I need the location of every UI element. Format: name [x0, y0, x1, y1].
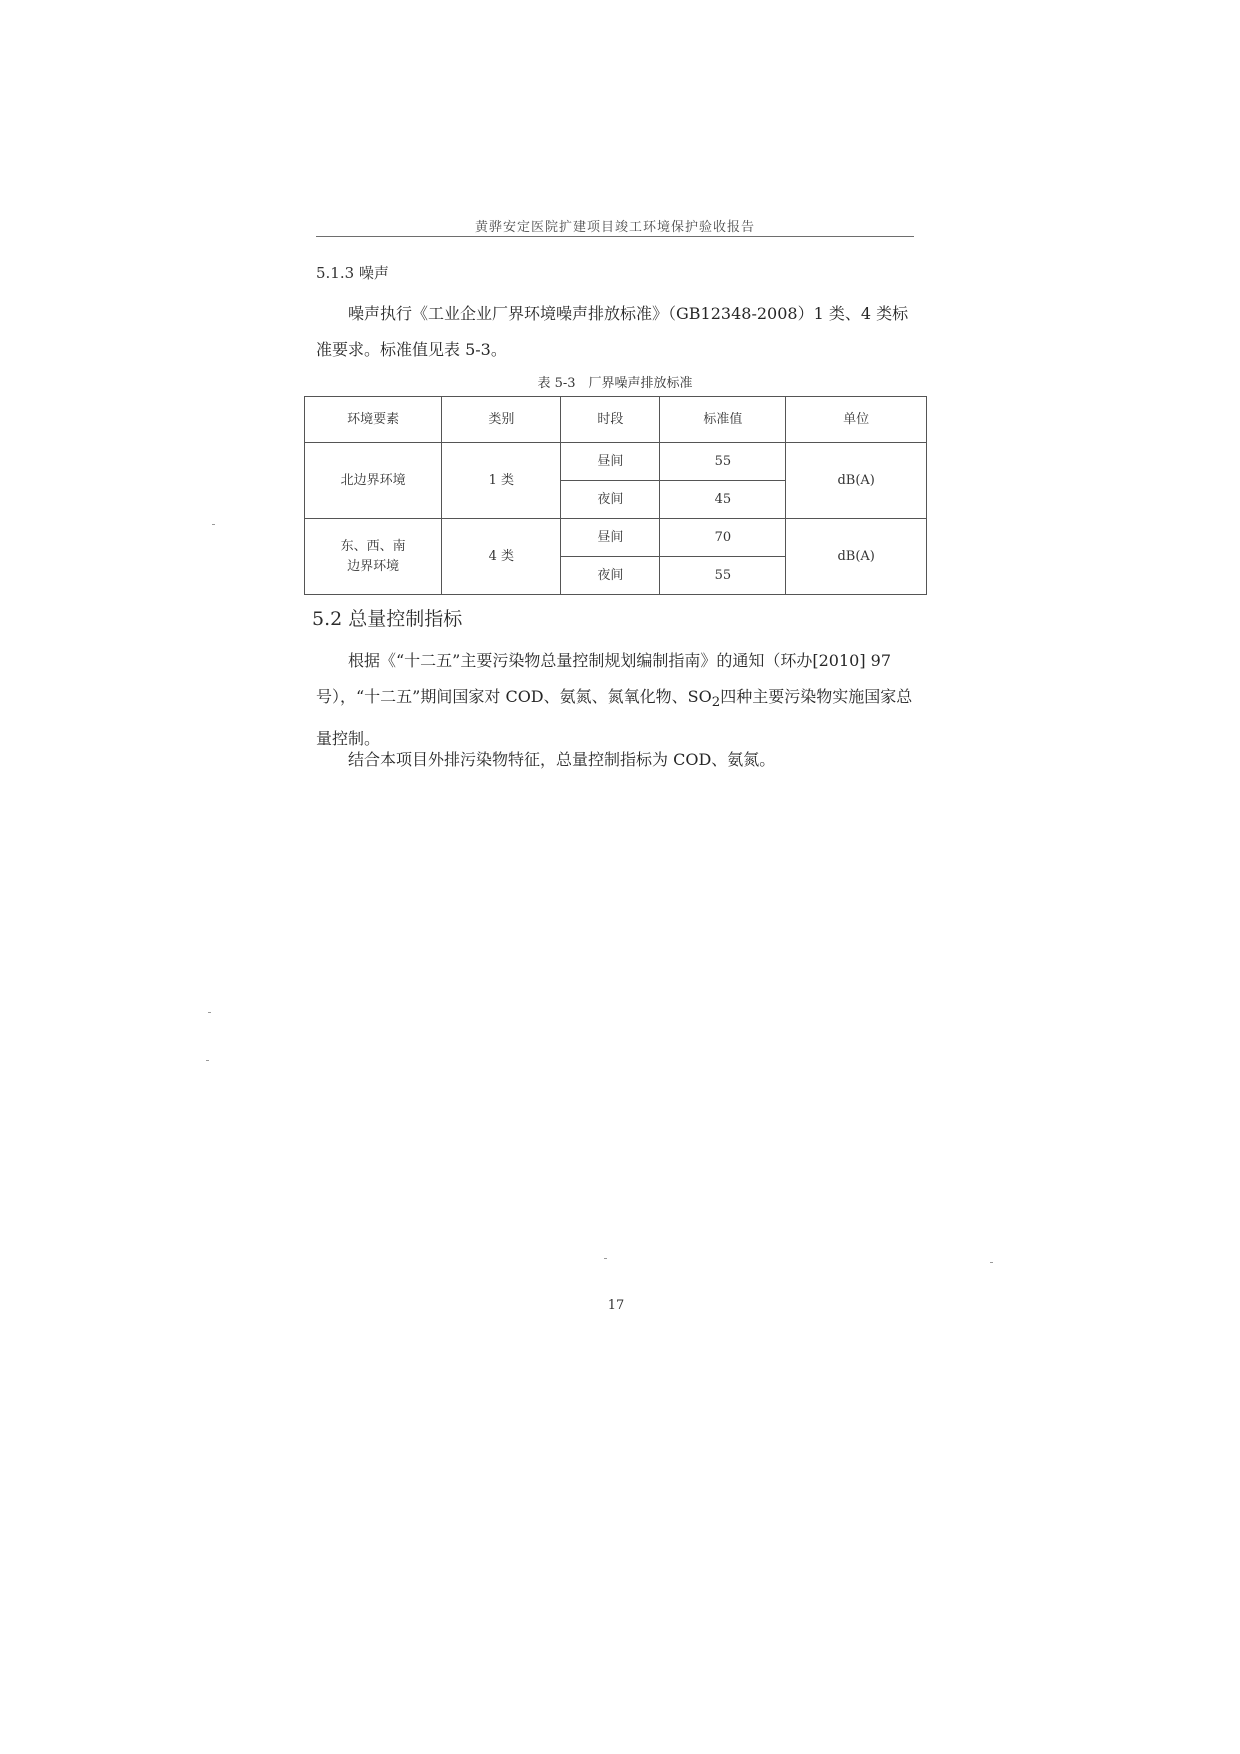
table-cell-period: 夜间: [561, 557, 660, 595]
table-header-cell: 标准值: [660, 397, 786, 443]
table-row: [305, 443, 927, 481]
page-number: 17: [607, 1298, 625, 1313]
table-cell-period: 昼间: [561, 519, 660, 557]
table-row: [305, 519, 927, 557]
table-header-row: [305, 397, 927, 443]
table-header-cell: 单位: [786, 397, 927, 443]
paragraph-text-part: 根据《“十二五”主要污染物总量控制规划编制指南》的通知（环办[2010] 97 号），“十二五”期间国家对 COD、氨氮、氮氧化物、SO: [316, 651, 892, 706]
total-control-conclusion: 结合本项目外排污染物特征，总量控制指标为 COD、氨氮。: [348, 750, 776, 769]
table-cell-category: 4 类: [442, 519, 561, 595]
section-heading-5-2: 5.2 总量控制指标: [312, 608, 463, 630]
table-cell-element-line: 边界环境: [347, 558, 400, 574]
table-header-cell: 环境要素: [305, 397, 442, 443]
header-rule: [316, 236, 914, 237]
document-header-title: 黄骅安定医院扩建项目竣工环境保护验收报告: [474, 220, 755, 235]
scan-speck: [208, 1012, 211, 1013]
table-cell-element: 北边界环境: [305, 443, 442, 519]
scan-speck: [212, 524, 215, 525]
table-caption: 表 5-3 厂界噪声排放标准: [537, 376, 693, 391]
table-cell-value: 55: [660, 443, 786, 481]
section-heading-5-1-3: 5.1.3 噪声: [316, 264, 389, 282]
table-cell-value: 70: [660, 519, 786, 557]
table-cell-category: 1 类: [442, 443, 561, 519]
table-cell-unit: dB(A): [786, 443, 927, 519]
total-control-paragraph-text: [316, 643, 916, 757]
subscript-text: 2: [711, 695, 721, 711]
table-cell-element: [305, 519, 442, 595]
table-cell-element-line: 东、西、南: [340, 538, 406, 554]
table-cell-value: 55: [660, 557, 786, 595]
noise-standard-table: [304, 396, 927, 595]
scan-speck: [604, 1258, 607, 1259]
table-header-cell: 类别: [442, 397, 561, 443]
total-control-paragraph: [316, 643, 916, 757]
paragraph-text-part: 四种主要污染物实施国家总量控制。: [316, 687, 913, 749]
noise-standard-paragraph: 噪声执行《工业企业厂界环境噪声排放标准》（GB12348-2008）1 类、4 类标准要求。标准值见表 5-3。: [316, 304, 909, 359]
table-cell-unit: dB(A): [786, 519, 927, 595]
table-cell-value: 45: [660, 481, 786, 519]
scan-speck: [990, 1262, 993, 1263]
scan-speck: [206, 1060, 209, 1061]
table-header-cell: 时段: [561, 397, 660, 443]
table-cell-period: 昼间: [561, 443, 660, 481]
table-cell-period: 夜间: [561, 481, 660, 519]
